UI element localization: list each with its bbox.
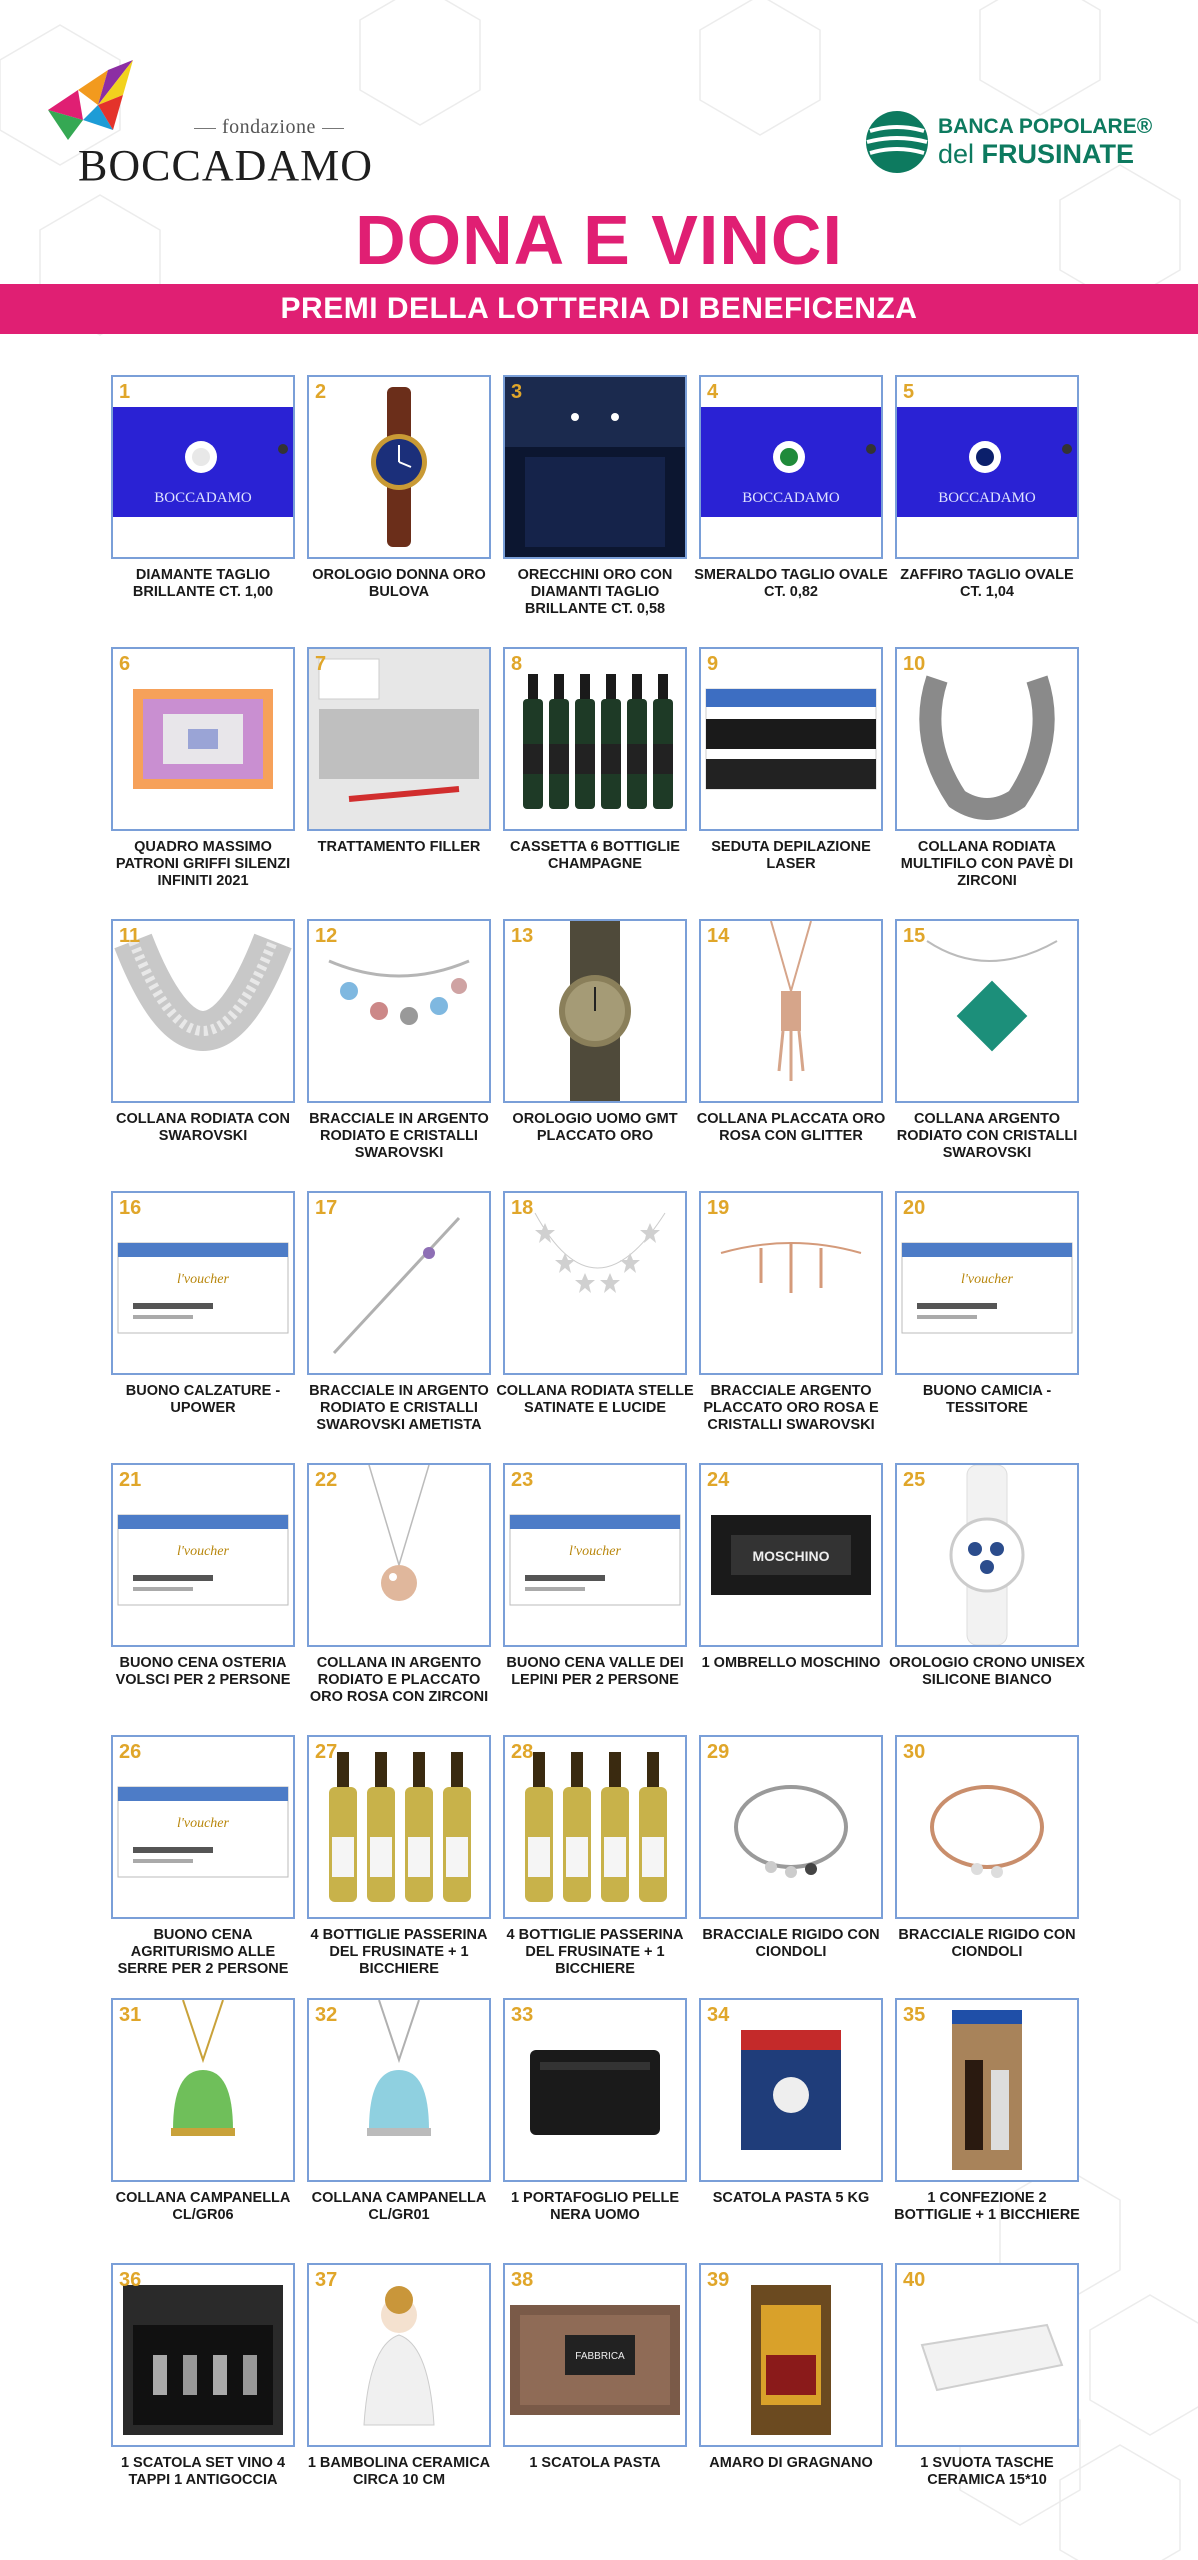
blue-plaque-diamond-image	[113, 377, 293, 557]
bangle-silver-image	[701, 1737, 881, 1917]
prize-card	[892, 919, 1082, 1169]
page-header	[0, 0, 1198, 370]
prize-image-frame	[111, 647, 295, 831]
bangle-rose-image	[897, 1737, 1077, 1917]
prize-image-frame	[307, 919, 491, 1103]
prize-card	[892, 1998, 1082, 2248]
pasta-crate-image	[505, 2265, 685, 2445]
prize-number: 4	[707, 381, 719, 403]
prize-number: 16	[119, 1197, 142, 1219]
bell-blue-image	[309, 2000, 489, 2180]
pendant-green-image	[897, 921, 1077, 1101]
prize-number: 6	[119, 653, 131, 675]
prize-number: 29	[707, 1741, 730, 1763]
prize-image-frame	[895, 1463, 1079, 1647]
prize-number: 25	[903, 1469, 926, 1491]
prize-number: 33	[511, 2004, 534, 2026]
prize-card	[696, 2263, 886, 2513]
prize-image-frame	[111, 375, 295, 559]
prize-card	[500, 1735, 690, 1985]
prize-image-frame	[895, 375, 1079, 559]
prize-image-frame	[895, 1735, 1079, 1919]
prize-label: COLLANA RODIATA MULTIFILO CON PAVÈ DI ZIRCONI	[900, 839, 1074, 889]
prize-label: ZAFFIRO TAGLIO OVALE CT. 1,04	[900, 567, 1074, 600]
prize-number: 40	[903, 2269, 926, 2291]
page-title: DONA E VINCI	[355, 201, 843, 279]
prize-card	[108, 2263, 298, 2513]
prize-image-frame	[111, 919, 295, 1103]
prize-label: COLLANA CAMPANELLA CL/GR01	[311, 2190, 487, 2223]
prize-label: BRACCIALE RIGIDO CON CIONDOLI	[898, 1927, 1076, 1960]
prize-number: 24	[707, 1469, 730, 1491]
prize-card	[696, 1735, 886, 1985]
watch-men-image	[505, 921, 685, 1101]
bank-name-prefix: del	[938, 139, 975, 169]
wine-set-image	[113, 2265, 293, 2445]
prize-label: BRACCIALE IN ARGENTO RODIATO E CRISTALLI SWAROVSKI	[309, 1111, 489, 1161]
svg-text:BOCCADAMO: BOCCADAMO	[938, 490, 1036, 506]
prize-card	[696, 1463, 886, 1713]
prize-card	[304, 647, 494, 897]
prize-label: SEDUTA DEPILAZIONE LASER	[711, 839, 871, 872]
prize-number: 11	[119, 925, 141, 947]
voucher-dark-image	[701, 649, 881, 829]
watch-women-image	[309, 377, 489, 557]
wallet-image	[505, 2000, 685, 2180]
prize-image-frame	[699, 647, 883, 831]
prize-card	[892, 375, 1082, 625]
prize-card	[892, 1735, 1082, 1985]
prize-label: COLLANA PLACCATA ORO ROSA CON GLITTER	[696, 1111, 886, 1144]
pasta-box-image	[701, 2000, 881, 2180]
prize-card	[304, 375, 494, 625]
prize-card	[108, 375, 298, 625]
collar-image	[113, 921, 293, 1101]
prize-image-frame	[307, 1735, 491, 1919]
thin-bracelet-image	[309, 1193, 489, 1373]
prize-number: 27	[315, 1741, 338, 1763]
prize-image-frame	[503, 1191, 687, 1375]
prize-number: 10	[903, 653, 926, 675]
prize-label: COLLANA RODIATA STELLE SATINATE E LUCIDE	[496, 1383, 694, 1416]
prize-image-frame	[307, 1463, 491, 1647]
prize-image-frame	[503, 1463, 687, 1647]
stars-image	[505, 1193, 685, 1373]
prize-label: ORECCHINI ORO CON DIAMANTI TAGLIO BRILLANTE CT. 0,58	[517, 567, 673, 617]
prize-card	[500, 375, 690, 625]
prize-number: 32	[315, 2004, 338, 2026]
svg-text:l'voucher: l'voucher	[177, 1272, 229, 1287]
prize-image-frame	[307, 1998, 491, 2182]
prize-image-frame	[307, 1191, 491, 1375]
prize-card	[500, 2263, 690, 2513]
prize-image-frame	[503, 919, 687, 1103]
prize-number: 38	[511, 2269, 534, 2291]
umbrella-box-image	[701, 1465, 881, 1645]
prize-label: BRACCIALE ARGENTO PLACCATO ORO ROSA E CRISTALLI SWAROVSKI	[703, 1383, 879, 1433]
prize-card	[304, 1735, 494, 1985]
prize-card	[696, 647, 886, 897]
prize-image-frame	[111, 2263, 295, 2447]
foundation-small-text: fondazione	[188, 116, 350, 139]
amaro-image	[701, 2265, 881, 2445]
wine4-image	[505, 1737, 685, 1917]
svg-text:l'voucher: l'voucher	[177, 1544, 229, 1559]
prize-card	[892, 2263, 1082, 2513]
prize-card	[304, 919, 494, 1169]
prize-image-frame	[307, 375, 491, 559]
prize-label: OROLOGIO UOMO GMT PLACCATO ORO	[512, 1111, 678, 1144]
svg-text:MOSCHINO: MOSCHINO	[752, 1548, 830, 1564]
boccadamo-logo	[38, 50, 378, 200]
prize-image-frame	[699, 1735, 883, 1919]
tray-image	[897, 2265, 1077, 2445]
prize-label: 1 SCATOLA PASTA	[529, 2455, 661, 2471]
multistrand-image	[897, 649, 1077, 829]
prize-card	[696, 1191, 886, 1441]
blue-plaque-sapphire-image	[897, 377, 1077, 557]
prize-number: 17	[315, 1197, 338, 1219]
voucher-image	[505, 1465, 685, 1645]
bell-green-image	[113, 2000, 293, 2180]
prize-label: CASSETTA 6 BOTTIGLIE CHAMPAGNE	[510, 839, 680, 872]
foundation-name: BOCCADAMO	[78, 141, 374, 190]
charm-rose-image	[701, 1193, 881, 1373]
prize-number: 36	[119, 2269, 142, 2291]
prize-label: 1 OMBRELLO MOSCHINO	[701, 1655, 881, 1671]
subtitle-banner: PREMI DELLA LOTTERIA DI BENEFICENZA	[0, 284, 1198, 334]
prize-number: 34	[707, 2004, 730, 2026]
prize-label: QUADRO MASSIMO PATRONI GRIFFI SILENZI INFINITI 2021	[115, 839, 291, 889]
prize-label: 4 BOTTIGLIE PASSERINA DEL FRUSINATE + 1 BICCHIERE	[310, 1927, 488, 1977]
prize-card	[108, 1998, 298, 2248]
prize-number: 14	[707, 925, 730, 947]
voucher-image	[113, 1193, 293, 1373]
prize-image-frame	[699, 375, 883, 559]
prize-label: COLLANA IN ARGENTO RODIATO E PLACCATO ORO ROSA CON ZIRCONI	[309, 1655, 489, 1705]
prize-image-frame	[895, 1191, 1079, 1375]
earrings-box-image	[505, 377, 685, 557]
prize-number: 20	[903, 1197, 926, 1219]
prize-card	[304, 1463, 494, 1713]
prize-number: 1	[119, 381, 131, 403]
prize-image-frame	[307, 2263, 491, 2447]
prize-image-frame	[307, 647, 491, 831]
bank-globe-icon	[864, 109, 930, 175]
filler-image	[309, 649, 489, 829]
pendant-round-image	[309, 1465, 489, 1645]
prize-image-frame	[895, 1998, 1079, 2182]
bank-name-line1: BANCA POPOLARE®	[938, 115, 1153, 138]
prize-card	[892, 1191, 1082, 1441]
prize-image-frame	[699, 2263, 883, 2447]
prize-number: 35	[903, 2004, 926, 2026]
prize-number: 30	[903, 1741, 926, 1763]
bank-name-bold: FRUSINATE	[981, 139, 1135, 169]
prize-card	[304, 2263, 494, 2513]
prize-label: SMERALDO TAGLIO OVALE CT. 0,82	[694, 567, 888, 600]
prize-label: BUONO CALZATURE - UPOWER	[125, 1383, 281, 1416]
prize-image-frame	[111, 1463, 295, 1647]
prize-label: 1 PORTAFOGLIO PELLE NERA UOMO	[510, 2190, 680, 2223]
prize-label: DIAMANTE TAGLIO BRILLANTE CT. 1,00	[132, 567, 274, 600]
prize-number: 19	[707, 1197, 730, 1219]
prize-number: 37	[315, 2269, 338, 2291]
prize-number: 9	[707, 653, 719, 675]
prize-image-frame	[699, 1463, 883, 1647]
prize-card	[889, 1463, 1085, 1713]
prize-label: BRACCIALE IN ARGENTO RODIATO E CRISTALLI SWAROVSKI AMETISTA	[309, 1383, 489, 1433]
charm-bracelet-image	[309, 921, 489, 1101]
prize-card	[696, 1998, 886, 2248]
prize-card	[304, 1191, 494, 1441]
prize-card	[696, 375, 886, 625]
svg-text:l'voucher: l'voucher	[961, 1272, 1013, 1287]
doll-image	[309, 2265, 489, 2445]
prize-image-frame	[503, 1735, 687, 1919]
prize-number: 28	[511, 1741, 534, 1763]
prize-number: 7	[315, 653, 327, 675]
prize-card	[304, 1998, 494, 2248]
prize-image-frame	[503, 2263, 687, 2447]
champagne-image	[505, 649, 685, 829]
prize-image-frame	[111, 1191, 295, 1375]
watch-white-image	[897, 1465, 1077, 1645]
svg-text:l'voucher: l'voucher	[177, 1816, 229, 1831]
prize-label: COLLANA RODIATA CON SWAROVSKI	[116, 1111, 290, 1144]
prize-label: 1 BAMBOLINA CERAMICA CIRCA 10 CM	[307, 2455, 491, 2488]
prize-card	[500, 1998, 690, 2248]
prize-label: 1 SCATOLA SET VINO 4 TAPPI 1 ANTIGOCCIA	[120, 2455, 286, 2488]
prize-number: 21	[119, 1469, 142, 1491]
prize-image-frame	[699, 1191, 883, 1375]
prize-label: 1 CONFEZIONE 2 BOTTIGLIE + 1 BICCHIERE	[894, 2190, 1080, 2223]
prize-image-frame	[503, 647, 687, 831]
prize-label: COLLANA CAMPANELLA CL/GR06	[115, 2190, 291, 2223]
prize-number: 23	[511, 1469, 534, 1491]
svg-text:FABBRICA: FABBRICA	[575, 2351, 625, 2362]
prize-number: 5	[903, 381, 915, 403]
wine4-image	[309, 1737, 489, 1917]
prize-card	[108, 1735, 298, 1985]
prize-image-frame	[111, 1998, 295, 2182]
prize-number: 12	[315, 925, 338, 947]
prize-image-frame	[503, 375, 687, 559]
bank-logo	[860, 105, 1160, 175]
prize-label: OROLOGIO DONNA ORO BULOVA	[312, 567, 486, 600]
painting-image	[113, 649, 293, 829]
svg-text:l'voucher: l'voucher	[569, 1544, 621, 1559]
prize-label: BUONO CAMICIA - TESSITORE	[922, 1383, 1052, 1416]
prize-number: 39	[707, 2269, 730, 2291]
prize-card	[108, 919, 298, 1169]
gift-box-image	[897, 2000, 1077, 2180]
voucher-image	[113, 1737, 293, 1917]
prize-image-frame	[111, 1735, 295, 1919]
prize-label: BUONO CENA OSTERIA VOLSCI PER 2 PERSONE	[115, 1655, 291, 1688]
colorful-bird-icon	[38, 50, 148, 150]
prize-label: 4 BOTTIGLIE PASSERINA DEL FRUSINATE + 1 BICCHIERE	[506, 1927, 684, 1977]
prize-card	[500, 919, 690, 1169]
svg-text:BOCCADAMO: BOCCADAMO	[154, 490, 252, 506]
prize-label: SCATOLA PASTA 5 KG	[712, 2190, 870, 2206]
prize-number: 26	[119, 1741, 142, 1763]
voucher-image	[113, 1465, 293, 1645]
prize-card	[892, 647, 1082, 897]
prize-number: 2	[315, 381, 327, 403]
prize-label: OROLOGIO CRONO UNISEX SILICONE BIANCO	[889, 1655, 1085, 1688]
prize-number: 3	[511, 381, 523, 403]
prize-label: TRATTAMENTO FILLER	[317, 839, 481, 855]
pendant-rose-image	[701, 921, 881, 1101]
prize-label: BUONO CENA AGRITURISMO ALLE SERRE PER 2 PERSONE	[117, 1927, 289, 1977]
prize-number: 22	[315, 1469, 338, 1491]
prize-number: 18	[511, 1197, 534, 1219]
prize-image-frame	[895, 919, 1079, 1103]
prize-label: 1 SVUOTA TASCHE CERAMICA 15*10	[920, 2455, 1054, 2488]
prize-image-frame	[503, 1998, 687, 2182]
prize-image-frame	[895, 647, 1079, 831]
prize-image-frame	[895, 2263, 1079, 2447]
prize-label: COLLANA ARGENTO RODIATO CON CRISTALLI SWAROVSKI	[896, 1111, 1078, 1161]
prize-label: BUONO CENA VALLE DEI LEPINI PER 2 PERSONE	[506, 1655, 684, 1688]
prize-card	[696, 919, 886, 1169]
voucher-image	[897, 1193, 1077, 1373]
prize-image-frame	[699, 919, 883, 1103]
prize-card	[108, 647, 298, 897]
prize-number: 13	[511, 925, 534, 947]
prize-number: 8	[511, 653, 523, 675]
prize-card	[500, 1463, 690, 1713]
prize-number: 15	[903, 925, 926, 947]
prize-card	[500, 647, 690, 897]
prize-label: AMARO DI GRAGNANO	[709, 2455, 873, 2471]
prize-image-frame	[699, 1998, 883, 2182]
svg-text:BOCCADAMO: BOCCADAMO	[742, 490, 840, 506]
blue-plaque-emerald-image	[701, 377, 881, 557]
prize-card	[108, 1191, 298, 1441]
prize-label: BRACCIALE RIGIDO CON CIONDOLI	[702, 1927, 880, 1960]
prize-card	[108, 1463, 298, 1713]
prize-card	[496, 1191, 694, 1441]
prize-number: 31	[119, 2004, 142, 2026]
bank-name-line2	[938, 139, 1134, 170]
